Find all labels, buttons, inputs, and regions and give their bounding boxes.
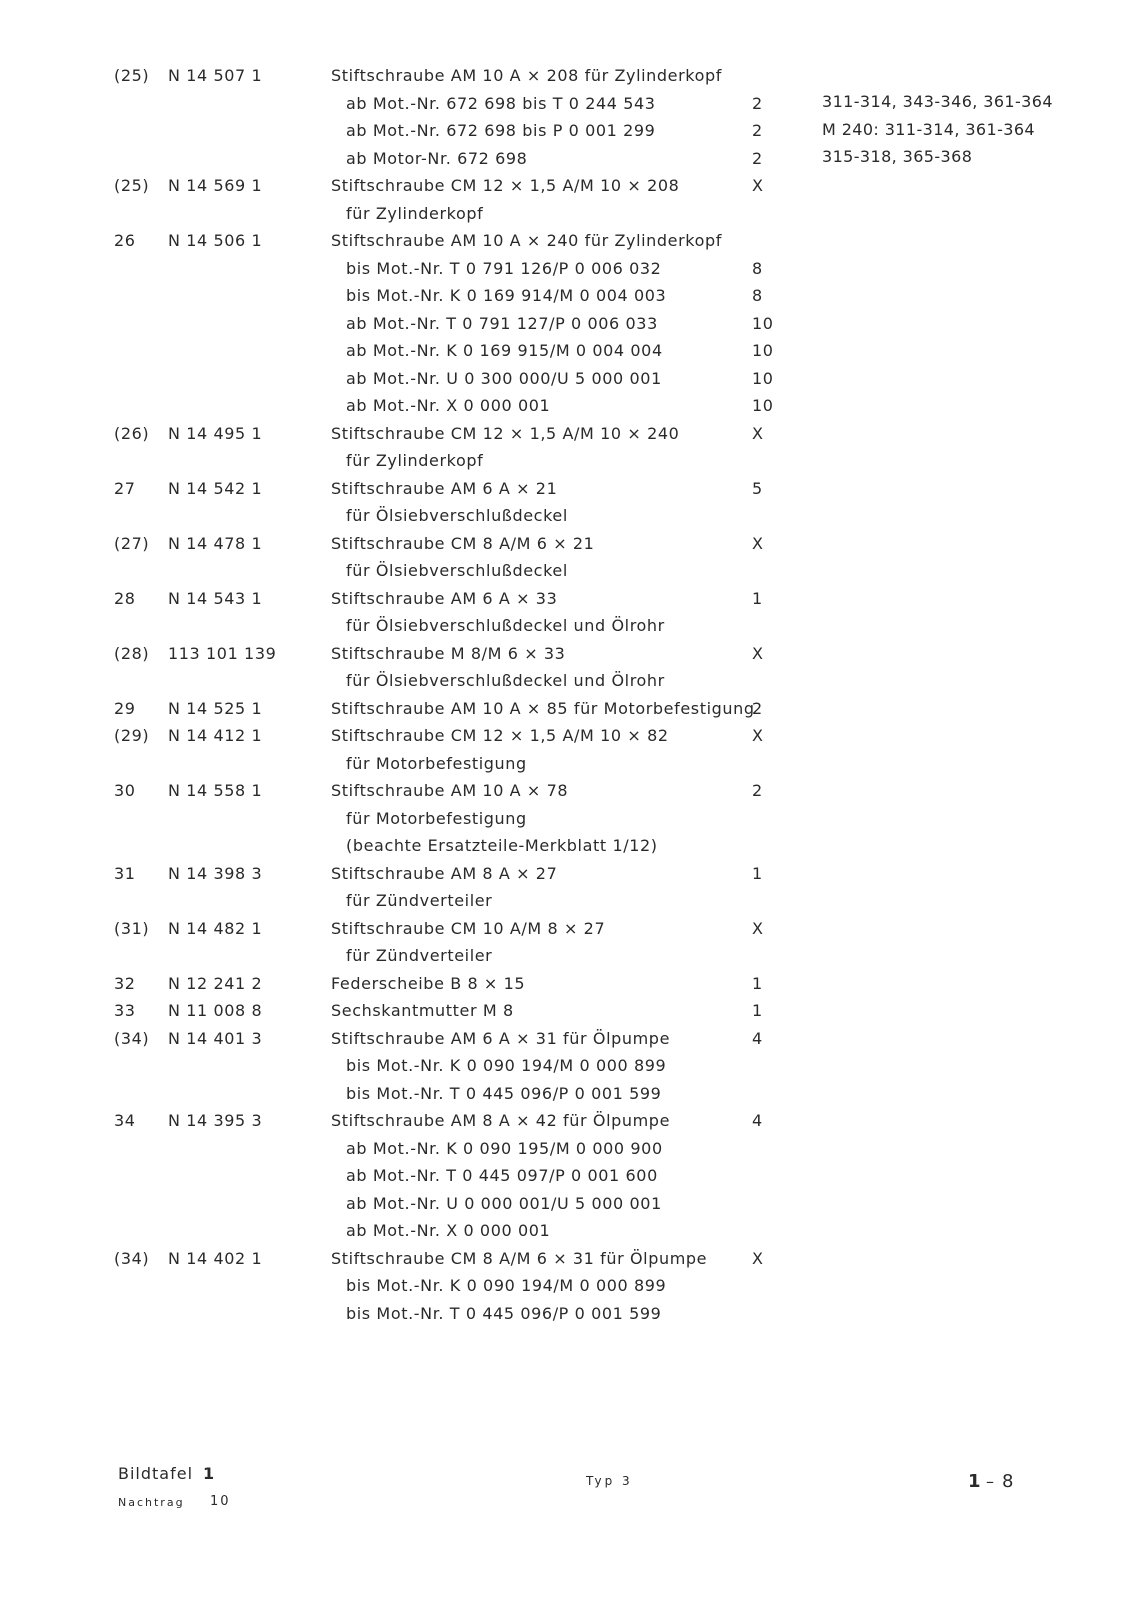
row-description: ab Mot.-Nr. X 0 000 001: [346, 1221, 551, 1240]
row-part-number: N 14 412 1: [168, 726, 263, 745]
row-quantity: 1: [752, 1001, 763, 1020]
row-quantity: 10: [752, 314, 774, 333]
note-1: 311-314, 343-346, 361-364: [822, 92, 1053, 111]
row-quantity: 1: [752, 974, 763, 993]
row-description: für Zündverteiler: [346, 891, 493, 910]
row-position: 30: [114, 781, 136, 800]
nachtrag-label: Nachtrag: [118, 1496, 185, 1509]
row-description: Stiftschraube AM 8 A × 42 für Ölpumpe: [331, 1111, 671, 1130]
row-part-number: N 11 008 8: [168, 1001, 263, 1020]
row-position: (31): [114, 919, 150, 938]
row-quantity: 10: [752, 341, 774, 360]
row-quantity: 8: [752, 286, 763, 305]
row-part-number: N 14 478 1: [168, 534, 263, 553]
row-position: (27): [114, 534, 150, 553]
row-quantity: X: [752, 919, 764, 938]
row-position: 34: [114, 1111, 136, 1130]
row-description: für Zylinderkopf: [346, 451, 484, 470]
row-part-number: N 14 569 1: [168, 176, 263, 195]
row-position: (26): [114, 424, 150, 443]
row-part-number: N 12 241 2: [168, 974, 263, 993]
row-description: für Ölsiebverschlußdeckel: [346, 506, 568, 525]
row-description: Stiftschraube AM 6 A × 31 für Ölpumpe: [331, 1029, 671, 1048]
row-description: Sechskantmutter M 8: [331, 1001, 514, 1020]
row-position: 33: [114, 1001, 136, 1020]
row-part-number: N 14 482 1: [168, 919, 263, 938]
row-description: Stiftschraube CM 12 × 1,5 A/M 10 × 82: [331, 726, 669, 745]
row-description: ab Mot.-Nr. 672 698 bis P 0 001 299: [346, 121, 656, 140]
row-description: bis Mot.-Nr. T 0 445 096/P 0 001 599: [346, 1304, 662, 1323]
row-description: ab Mot.-Nr. 672 698 bis T 0 244 543: [346, 94, 656, 113]
row-description: Stiftschraube AM 10 A × 78: [331, 781, 569, 800]
row-quantity: X: [752, 424, 764, 443]
row-description: für Motorbefestigung: [346, 809, 527, 828]
row-position: (34): [114, 1029, 150, 1048]
row-description: (beachte Ersatzteile-Merkblatt 1/12): [346, 836, 658, 855]
row-description: ab Mot.-Nr. T 0 791 127/P 0 006 033: [346, 314, 658, 333]
row-position: (28): [114, 644, 150, 663]
row-quantity: 2: [752, 94, 763, 113]
row-position: (34): [114, 1249, 150, 1268]
row-part-number: N 14 507 1: [168, 66, 263, 85]
row-quantity: X: [752, 176, 764, 195]
row-part-number: N 14 525 1: [168, 699, 263, 718]
row-part-number: 113 101 139: [168, 644, 277, 663]
row-quantity: 2: [752, 149, 763, 168]
row-position: 29: [114, 699, 136, 718]
row-part-number: N 14 543 1: [168, 589, 263, 608]
row-position: 32: [114, 974, 136, 993]
bildtafel-label: Bildtafel: [118, 1464, 194, 1483]
row-quantity: 8: [752, 259, 763, 278]
row-quantity: 1: [752, 864, 763, 883]
row-description: bis Mot.-Nr. K 0 090 194/M 0 000 899: [346, 1276, 667, 1295]
row-position: 31: [114, 864, 136, 883]
row-description: ab Mot.-Nr. U 0 000 001/U 5 000 001: [346, 1194, 662, 1213]
page-number-major: 1: [968, 1471, 981, 1492]
row-quantity: X: [752, 644, 764, 663]
row-part-number: N 14 395 3: [168, 1111, 263, 1130]
row-quantity: X: [752, 534, 764, 553]
row-description: bis Mot.-Nr. T 0 791 126/P 0 006 032: [346, 259, 662, 278]
row-description: Stiftschraube M 8/M 6 × 33: [331, 644, 566, 663]
row-description: für Zylinderkopf: [346, 204, 484, 223]
row-description: für Motorbefestigung: [346, 754, 527, 773]
row-description: Stiftschraube AM 6 A × 33: [331, 589, 558, 608]
row-description: Federscheibe B 8 × 15: [331, 974, 526, 993]
row-description: für Ölsiebverschlußdeckel und Ölrohr: [346, 616, 665, 635]
row-position: 28: [114, 589, 136, 608]
row-position: (25): [114, 176, 150, 195]
nachtrag-number: 10: [210, 1494, 231, 1509]
row-quantity: 1: [752, 589, 763, 608]
row-description: ab Motor-Nr. 672 698: [346, 149, 528, 168]
row-description: Stiftschraube AM 10 A × 85 für Motorbefestigung: [331, 699, 755, 718]
page-number-dash: –: [986, 1472, 994, 1491]
row-part-number: N 14 506 1: [168, 231, 263, 250]
row-quantity: X: [752, 726, 764, 745]
row-description: ab Mot.-Nr. K 0 090 195/M 0 000 900: [346, 1139, 663, 1158]
row-quantity: 10: [752, 369, 774, 388]
row-part-number: N 14 558 1: [168, 781, 263, 800]
row-part-number: N 14 542 1: [168, 479, 263, 498]
row-quantity: X: [752, 1249, 764, 1268]
row-position: (29): [114, 726, 150, 745]
row-description: Stiftschraube CM 8 A/M 6 × 31 für Ölpumpe: [331, 1249, 708, 1268]
row-description: bis Mot.-Nr. T 0 445 096/P 0 001 599: [346, 1084, 662, 1103]
row-part-number: N 14 402 1: [168, 1249, 263, 1268]
row-quantity: 4: [752, 1111, 763, 1130]
row-position: (25): [114, 66, 150, 85]
row-description: Stiftschraube CM 12 × 1,5 A/M 10 × 240: [331, 424, 680, 443]
row-position: 27: [114, 479, 136, 498]
page-number-minor: 8: [1002, 1471, 1014, 1492]
bildtafel-number: 1: [203, 1464, 215, 1483]
row-quantity: 4: [752, 1029, 763, 1048]
row-quantity: 2: [752, 781, 763, 800]
row-description: Stiftschraube AM 8 A × 27: [331, 864, 558, 883]
note-3: 315-318, 365-368: [822, 147, 973, 166]
row-description: Stiftschraube CM 10 A/M 8 × 27: [331, 919, 606, 938]
row-quantity: 2: [752, 121, 763, 140]
row-description: ab Mot.-Nr. U 0 300 000/U 5 000 001: [346, 369, 662, 388]
row-quantity: 10: [752, 396, 774, 415]
row-quantity: 2: [752, 699, 763, 718]
row-description: Stiftschraube AM 6 A × 21: [331, 479, 558, 498]
note-2: M 240: 311-314, 361-364: [822, 120, 1035, 139]
row-description: Stiftschraube AM 10 A × 208 für Zylinderkopf: [331, 66, 722, 85]
row-description: Stiftschraube CM 8 A/M 6 × 21: [331, 534, 595, 553]
row-part-number: N 14 401 3: [168, 1029, 263, 1048]
row-description: ab Mot.-Nr. X 0 000 001: [346, 396, 551, 415]
row-quantity: 5: [752, 479, 763, 498]
row-description: bis Mot.-Nr. K 0 169 914/M 0 004 003: [346, 286, 667, 305]
row-position: 26: [114, 231, 136, 250]
row-description: ab Mot.-Nr. T 0 445 097/P 0 001 600: [346, 1166, 658, 1185]
row-description: für Ölsiebverschlußdeckel und Ölrohr: [346, 671, 665, 690]
row-description: bis Mot.-Nr. K 0 090 194/M 0 000 899: [346, 1056, 667, 1075]
row-description: für Ölsiebverschlußdeckel: [346, 561, 568, 580]
row-description: ab Mot.-Nr. K 0 169 915/M 0 004 004: [346, 341, 663, 360]
row-part-number: N 14 398 3: [168, 864, 263, 883]
row-description: für Zündverteiler: [346, 946, 493, 965]
type-label: Typ 3: [586, 1474, 633, 1488]
row-description: Stiftschraube AM 10 A × 240 für Zylinderkopf: [331, 231, 722, 250]
row-description: Stiftschraube CM 12 × 1,5 A/M 10 × 208: [331, 176, 680, 195]
row-part-number: N 14 495 1: [168, 424, 263, 443]
